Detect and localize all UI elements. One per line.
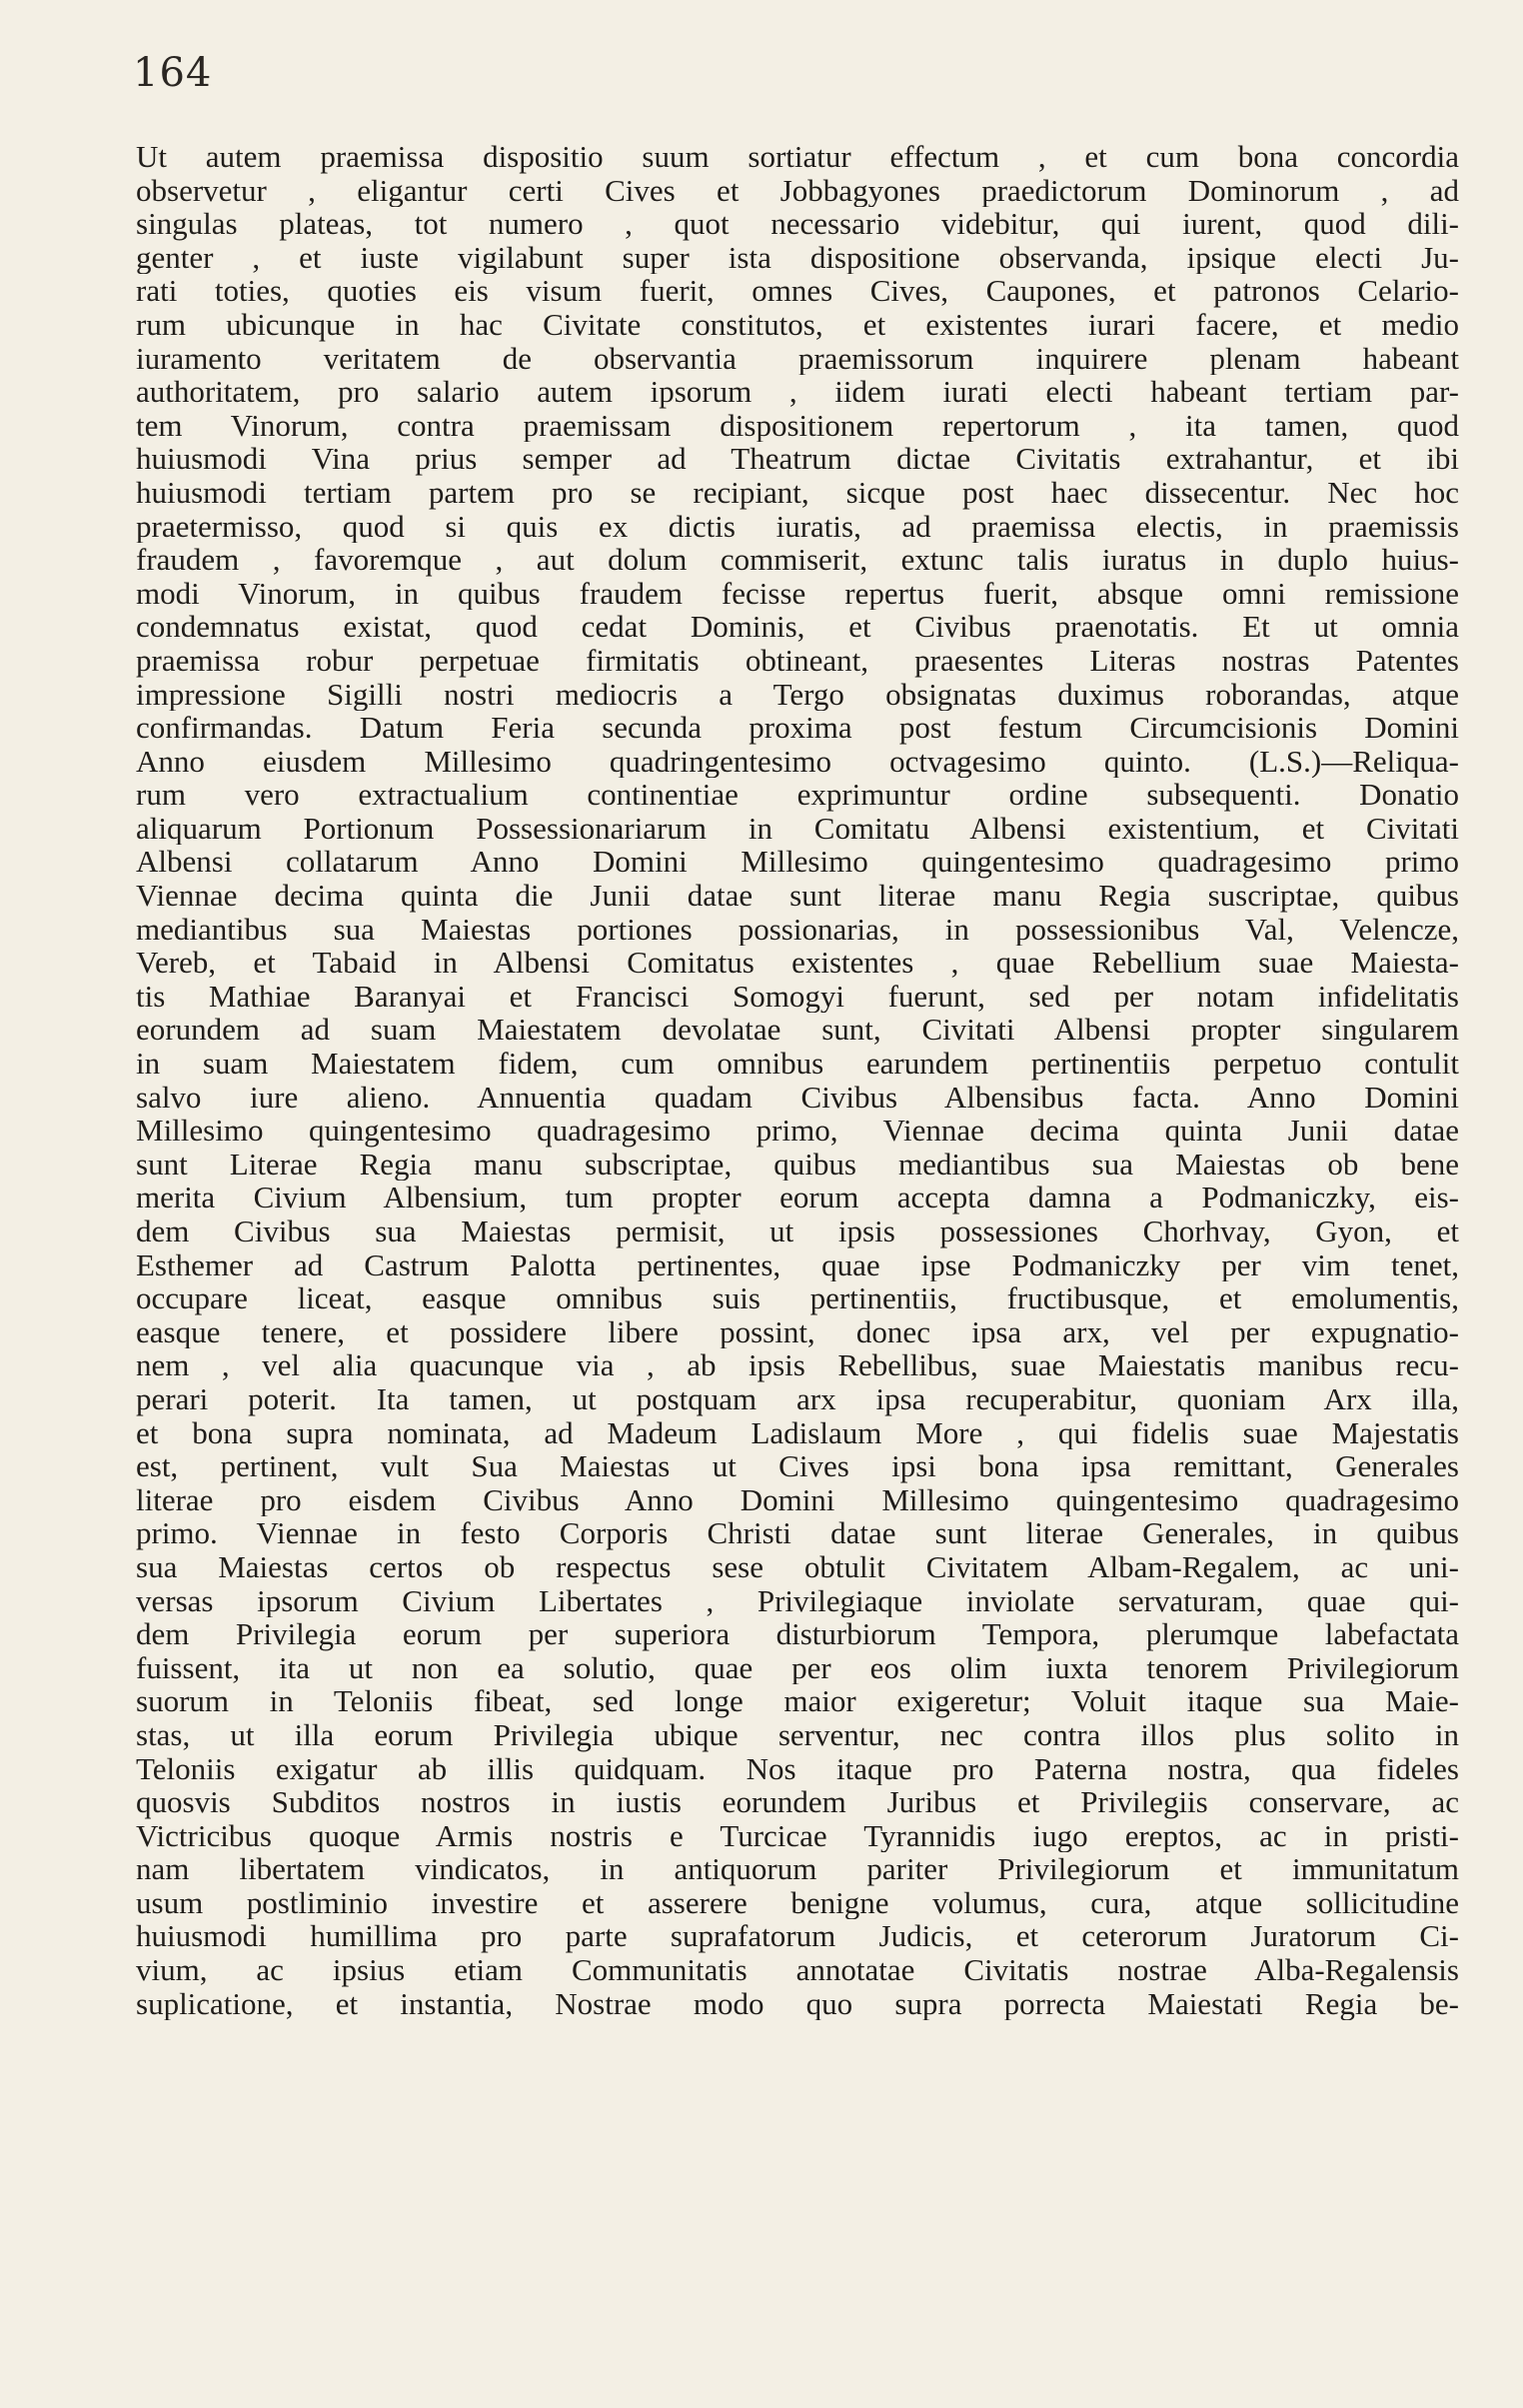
text-line: Anno eiusdem Millesimo quadringentesimo octvagesimo quinto. (L.S.)—Reliqua- [136,744,1459,779]
text-line: huiusmodi tertiam partem pro se recipiant, sicque post haec dissecentur. Nec hoc [136,475,1459,510]
text-line: genter , et iuste vigilabunt super ista dispositione observanda, ipsique electi Ju- [136,240,1459,275]
text-line: et bona supra nominata, ad Madeum Ladislaum More , qui fidelis suae Majestatis [136,1415,1459,1450]
text-line: huiusmodi humillima pro parte suprafatorum Judicis, et ceterorum Juratorum Ci- [136,1919,1459,1954]
text-line: suorum in Teloniis fibeat, sed longe maior exigeretur; Voluit itaque sua Maie- [136,1684,1459,1718]
text-line: dem Privilegia eorum per superiora disturbiorum Tempora, plerumque labefactata [136,1617,1459,1651]
text-line: impressione Sigilli nostri mediocris a Tergo obsignatas duximus roborandas, atque [136,677,1459,712]
text-line: literae pro eisdem Civibus Anno Domini Millesimo quingentesimo quadragesimo [136,1482,1459,1517]
text-line: praemissa robur perpetuae firmitatis obtineant, praesentes Literas nostras Patentes [136,643,1459,678]
text-line: occupare liceat, easque omnibus suis pertinentiis, fructibusque, et emolumentis, [136,1281,1459,1315]
text-line: stas, ut illa eorum Privilegia ubique serventur, nec contra illos plus solito in [136,1717,1459,1752]
text-line: vium, ac ipsius etiam Communitatis annotatae Civitatis nostrae Alba-Regalensis [136,1953,1459,1987]
text-line: fraudem , favoremque , aut dolum commiserit, extunc talis iuratus in duplo huius- [136,543,1459,577]
text-line: dem Civibus sua Maiestas permisit, ut ipsis possessiones Chorhvay, Gyon, et [136,1214,1459,1248]
text-line: Millesimo quingentesimo quadragesimo primo, Viennae decima quinta Junii datae [136,1114,1459,1148]
text-line: quosvis Subditos nostros in iustis eorundem Juribus et Privilegiis conservare, ac [136,1785,1459,1819]
text-line: fuissent, ita ut non ea solutio, quae per eos olim iuxta tenorem Privilegiorum [136,1650,1459,1685]
text-line: merita Civium Albensium, tum propter eorum accepta damna a Podmaniczky, eis- [136,1181,1459,1214]
text-line: modi Vinorum, in quibus fraudem fecisse repertus fuerit, absque omni remissione [136,576,1459,611]
text-line: suplicatione, et instantia, Nostrae modo quo supra porrecta Maiestati Regia be- [136,1986,1459,2021]
text-line: in suam Maiestatem fidem, cum omnibus earundem pertinentiis perpetuo contulit [136,1047,1459,1081]
text-line: sunt Literae Regia manu subscriptae, quibus mediantibus sua Maiestas ob bene [136,1147,1459,1182]
text-line: Viennae decima quinta die Junii datae sunt literae manu Regia suscriptae, quibus [136,879,1459,913]
text-line: Teloniis exigatur ab illis quidquam. Nos itaque pro Paterna nostra, qua fideles [136,1751,1459,1786]
text-line: confirmandas. Datum Feria secunda proxima post festum Circumcisionis Domini [136,711,1459,745]
text-line: aliquarum Portionum Possessionariarum in Comitatu Albensi existentium, et Civitati [136,811,1459,846]
text-line: nem , vel alia quacunque via , ab ipsis Rebellibus, suae Maiestatis manibus recu- [136,1348,1459,1382]
text-line: perari poterit. Ita tamen, ut postquam arx ipsa recuperabitur, quoniam Arx illa, [136,1381,1459,1416]
text-line: eorundem ad suam Maiestatem devolatae sunt, Civitati Albensi propter singularem [136,1013,1459,1048]
text-line: Esthemer ad Castrum Palotta pertinentes, quae ipse Podmaniczky per vim tenet, [136,1247,1459,1282]
text-line: versas ipsorum Civium Libertates , Privilegiaque inviolate servaturam, quae qui- [136,1583,1459,1618]
text-line: rum vero extractualium continentiae exprimuntur ordine subsequenti. Donatio [136,778,1459,812]
text-line: rum ubicunque in hac Civitate constitutos, et existentes iurari facere, et medio [136,307,1459,342]
text-line: iuramento veritatem de observantia praemissorum inquirere plenam habeant [136,341,1459,376]
text-line: usum postliminio investire et asserere benigne volumus, cura, atque sollicitudine [136,1885,1459,1920]
text-line: condemnatus existat, quod cedat Dominis, et Civibus praenotatis. Et ut omnia [136,610,1459,644]
text-line: est, pertinent, vult Sua Maiestas ut Cives ipsi bona ipsa remittant, Generales [136,1449,1459,1483]
text-line: salvo iure alieno. Annuentia quadam Civibus Albensibus facta. Anno Domini [136,1080,1459,1115]
text-line: Vereb, et Tabaid in Albensi Comitatus existentes , quae Rebellium suae Maiesta- [136,946,1459,980]
text-line: primo. Viennae in festo Corporis Christi datae sunt literae Generales, in quibus [136,1516,1459,1550]
text-line: observetur , eligantur certi Cives et Jobbagyones praedictorum Dominorum , ad [136,173,1459,208]
page-number: 164 [133,50,213,96]
text-line: praetermisso, quod si quis ex dictis iuratis, ad praemissa electis, in praemissis [136,509,1459,544]
text-line: authoritatem, pro salario autem ipsorum , iidem iurati electi habeant tertiam par- [136,375,1459,409]
text-line: Ut autem praemissa dispositio suum sortiatur effectum , et cum bona concordia [136,140,1459,174]
text-line: easque tenere, et possidere libere possint, donec ipsa arx, vel per expugnatio- [136,1314,1459,1349]
text-line: sua Maiestas certos ob respectus sese obtulit Civitatem Albam-Regalem, ac uni- [136,1549,1459,1584]
text-line: tis Mathiae Baranyai et Francisci Somogyi fuerunt, sed per notam infidelitatis [136,979,1459,1014]
text-line: mediantibus sua Maiestas portiones possionarias, in possessionibus Val, Velencze, [136,912,1459,947]
text-line: Albensi collatarum Anno Domini Millesimo quingentesimo quadragesimo primo [136,845,1459,880]
text-line: Victricibus quoque Armis nostris e Turcicae Tyrannidis iugo ereptos, ac in pristi- [136,1818,1459,1853]
text-line: rati toties, quoties eis visum fuerit, omnes Cives, Caupones, et patronos Celario- [136,274,1459,308]
body-text [136,140,1459,2020]
text-line: tem Vinorum, contra praemissam dispositionem repertorum , ita tamen, quod [136,408,1459,443]
text-line: huiusmodi Vina prius semper ad Theatrum dictae Civitatis extrahantur, et ibi [136,442,1459,476]
text-line: nam libertatem vindicatos, in antiquorum pariter Privilegiorum et immunitatum [136,1852,1459,1886]
text-line: singulas plateas, tot numero , quot necessario videbitur, qui iurent, quod dili- [136,207,1459,241]
